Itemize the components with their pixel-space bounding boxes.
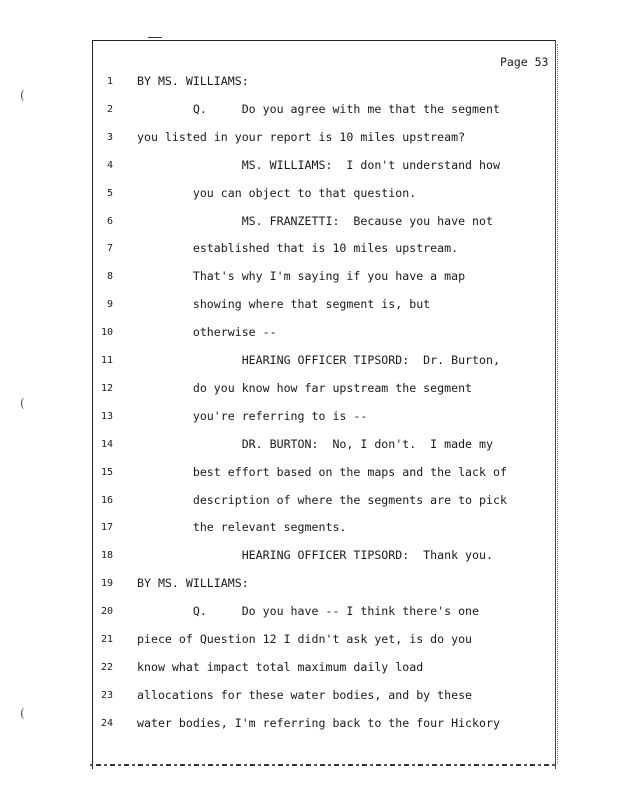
- line-text: description of where the segments are to pick: [137, 492, 507, 507]
- line-number: 15: [100, 466, 113, 478]
- line-text: Q. Do you have -- I think there's one: [137, 604, 480, 619]
- line-text: showing where that segment is, but: [137, 297, 431, 312]
- line-text: BY MS. WILLIAMS:: [137, 74, 249, 88]
- line-number: 17: [100, 522, 113, 534]
- line-text: MS. FRANZETTI: Because you have not: [137, 213, 493, 228]
- transcript-line: [0, 520, 618, 538]
- right-margin-rule: [557, 44, 558, 764]
- line-number: 16: [100, 494, 113, 506]
- line-number: 1: [106, 76, 113, 87]
- transcript-line: [0, 493, 618, 511]
- line-text: DR. BURTON: No, I don't. I made my: [137, 436, 493, 451]
- transcript-line: [0, 409, 618, 427]
- line-text: you're referring to is --: [137, 408, 368, 423]
- transcript-line: [0, 130, 618, 148]
- transcript-line: [0, 660, 618, 678]
- line-text: you listed in your report is 10 miles upstream?: [137, 129, 466, 144]
- line-number: 5: [106, 187, 113, 199]
- transcript-line: [0, 158, 618, 176]
- line-text: the relevant segments.: [137, 520, 347, 535]
- line-number: 22: [100, 661, 113, 673]
- line-text: HEARING OFFICER TIPSORD: Thank you.: [137, 548, 493, 563]
- transcript-line: [0, 186, 618, 204]
- page-number: Page 53: [500, 55, 549, 69]
- page-top-mark: [148, 37, 162, 38]
- transcript-line: [0, 269, 618, 287]
- transcript-line: [0, 632, 618, 650]
- punch-hole-mark: (: [20, 396, 25, 410]
- line-number: 23: [100, 689, 113, 701]
- line-text: water bodies, I'm referring back to the four Hickory: [137, 715, 500, 730]
- transcript-line: [0, 465, 618, 483]
- transcript-line: [0, 325, 618, 343]
- line-text: MS. WILLIAMS: I don't understand how: [137, 157, 500, 172]
- line-number: 14: [100, 438, 113, 450]
- line-number: 19: [100, 578, 113, 590]
- transcript-line: [0, 716, 618, 734]
- line-text: piece of Question 12 I didn't ask yet, is do you: [137, 632, 473, 646]
- transcript-line: [0, 102, 618, 120]
- punch-hole-mark: (: [20, 88, 25, 102]
- line-number: 20: [100, 606, 113, 618]
- line-text: Q. Do you agree with me that the segment: [137, 101, 500, 116]
- line-text: That's why I'm saying if you have a map: [137, 269, 466, 284]
- line-number: 3: [106, 131, 113, 143]
- line-text: established that is 10 miles upstream.: [137, 241, 459, 256]
- line-number: 6: [106, 215, 113, 227]
- line-text: HEARING OFFICER TIPSORD: Dr. Burton,: [137, 353, 500, 367]
- transcript-line: [0, 297, 618, 315]
- line-number: 24: [100, 717, 113, 729]
- transcript-line: [0, 74, 618, 92]
- line-number: 12: [100, 382, 113, 394]
- line-number: 13: [100, 410, 113, 422]
- punch-hole-mark: (: [20, 706, 25, 720]
- line-number: 7: [106, 243, 113, 255]
- transcript-line: [0, 214, 618, 232]
- transcript-line: [0, 241, 618, 259]
- line-number: 21: [100, 634, 113, 645]
- line-number: 11: [100, 355, 113, 366]
- line-text: do you know how far upstream the segment: [137, 380, 473, 395]
- line-number: 10: [100, 327, 113, 339]
- transcript-line: [0, 688, 618, 706]
- line-text: BY MS. WILLIAMS:: [137, 576, 249, 591]
- line-text: you can object to that question.: [137, 185, 417, 200]
- line-text: best effort based on the maps and the lack of: [137, 464, 507, 479]
- line-text: allocations for these water bodies, and by these: [137, 687, 473, 702]
- transcript-line: [0, 437, 618, 455]
- line-number: 4: [106, 159, 113, 171]
- footer-rule: [90, 764, 558, 766]
- line-text: know what impact total maximum daily load: [137, 659, 424, 674]
- transcript-line: [0, 604, 618, 622]
- line-number: 8: [106, 271, 113, 283]
- line-number: 9: [106, 299, 113, 311]
- transcript-line: [0, 353, 618, 371]
- transcript-line: [0, 576, 618, 594]
- line-text: otherwise --: [137, 325, 277, 340]
- line-number: 18: [100, 550, 113, 562]
- transcript-line: [0, 381, 618, 399]
- line-number: 2: [106, 103, 113, 115]
- transcript-line: [0, 548, 618, 566]
